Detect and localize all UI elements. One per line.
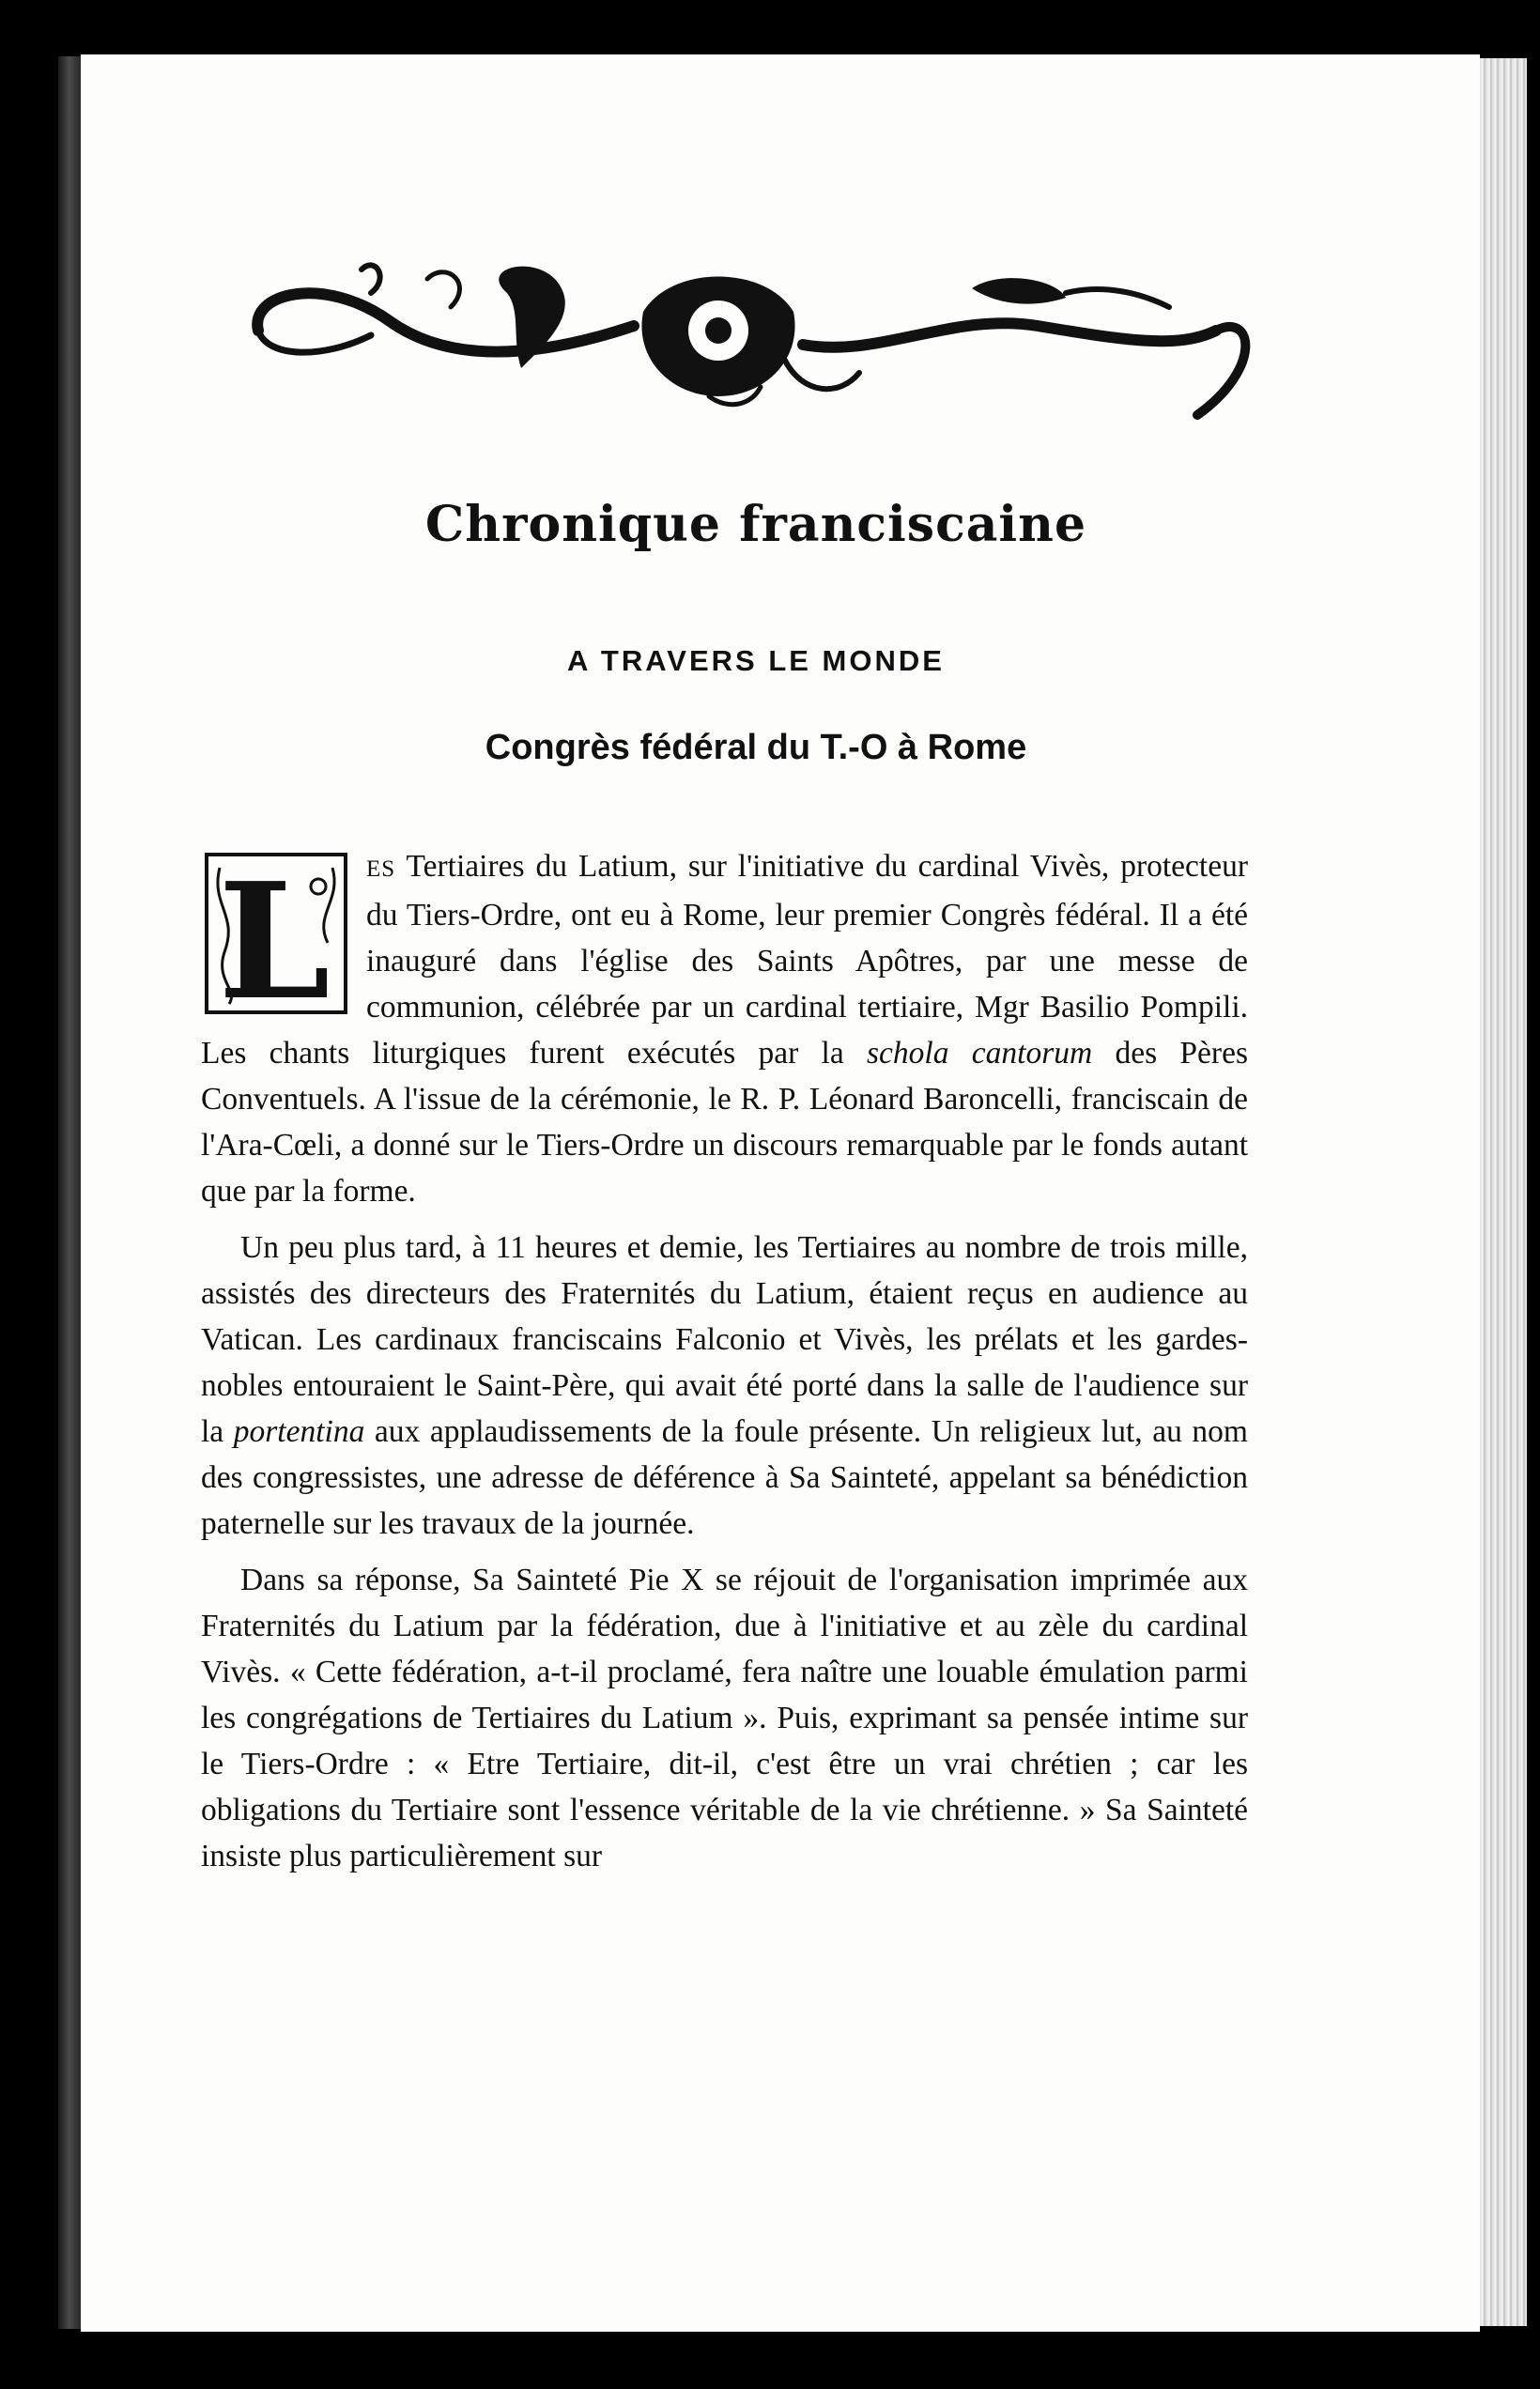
article-subtitle: Congrès fédéral du T.-O à Rome <box>485 728 1027 767</box>
page-stack-edge <box>1480 58 1527 2326</box>
italic-phrase: schola cantorum <box>867 1036 1093 1071</box>
decorative-initial-icon <box>201 849 351 1018</box>
italic-phrase: portentina <box>233 1414 365 1449</box>
lead-letters: ES <box>366 856 396 882</box>
paragraph-text: Dans sa réponse, Sa Sainteté Pie X se réjouit de l'organisation imprimée aux Fraternités du Latium par la fédération, due à l'initiative et au zèle du cardinal Vivès. « Cette fédération, a-t-il proclamé, fera naître une louable émulation parmi les congrégations de Tertiaires du Latium ». Puis, exprimant sa pensée intime sur le Tiers-Ordre : « Etre Tertiaire, dit-il, c'est être un vrai chrétien ; car les obligations du Tertiaire sont l'essence véritable de la vie chrétienne. » Sa Sainteté insiste plus particulièrement sur <box>201 1563 1248 1873</box>
paragraph <box>201 1225 1248 1547</box>
paragraph-text: Tertiaires du Latium, sur l'initiative du cardinal Vivès, protecteur du Tiers-Ordre, ont eu à Rome, leur premier Congrès fédéral. Il a été inauguré dans l'église des Saints Apôtres, par une messe de communion, célébrée par un cardinal tertiaire, Mgr Basilio Pompili. Les chants liturgiques furent exécutés par la <box>201 849 1248 1071</box>
article-body <box>201 843 1248 1889</box>
paragraph-text: des Pères Conventuels. A l'issue de la cérémonie, le R. P. Léonard Baroncelli, franciscain de l'Ara-Cœli, a donné sur le Tiers-Ordre un discours remarquable par le fonds autant que par la forme. <box>201 1036 1248 1209</box>
paragraph <box>201 843 1248 1214</box>
drop-cap-letter: L <box>218 849 331 1018</box>
page-title: Chronique franciscaine <box>424 496 1087 553</box>
paragraph-text: aux applaudissements de la foule présente. Un religieux lut, au nom des congressistes, une adresse de déférence à Sa Sainteté, appelant sa bénédiction paternelle sur les travaux de la journée. <box>201 1414 1248 1541</box>
paragraph <box>201 1557 1248 1879</box>
book-binding-edge <box>58 56 83 2329</box>
paragraph-text: Un peu plus tard, à 11 heures et demie, les Tertiaires au nombre de trois mille, assistés des directeurs des Fraternités du Latium, étaient reçus en audience au Vatican. Les cardinaux franciscains Falconio et Vivès, les prélats et les gardes-nobles entouraient le Saint-Père, qui avait été porté dans la salle de l'audience sur la <box>201 1230 1248 1449</box>
section-heading: A TRAVERS LE MONDE <box>567 644 945 677</box>
floral-ornament-icon <box>239 255 1272 434</box>
